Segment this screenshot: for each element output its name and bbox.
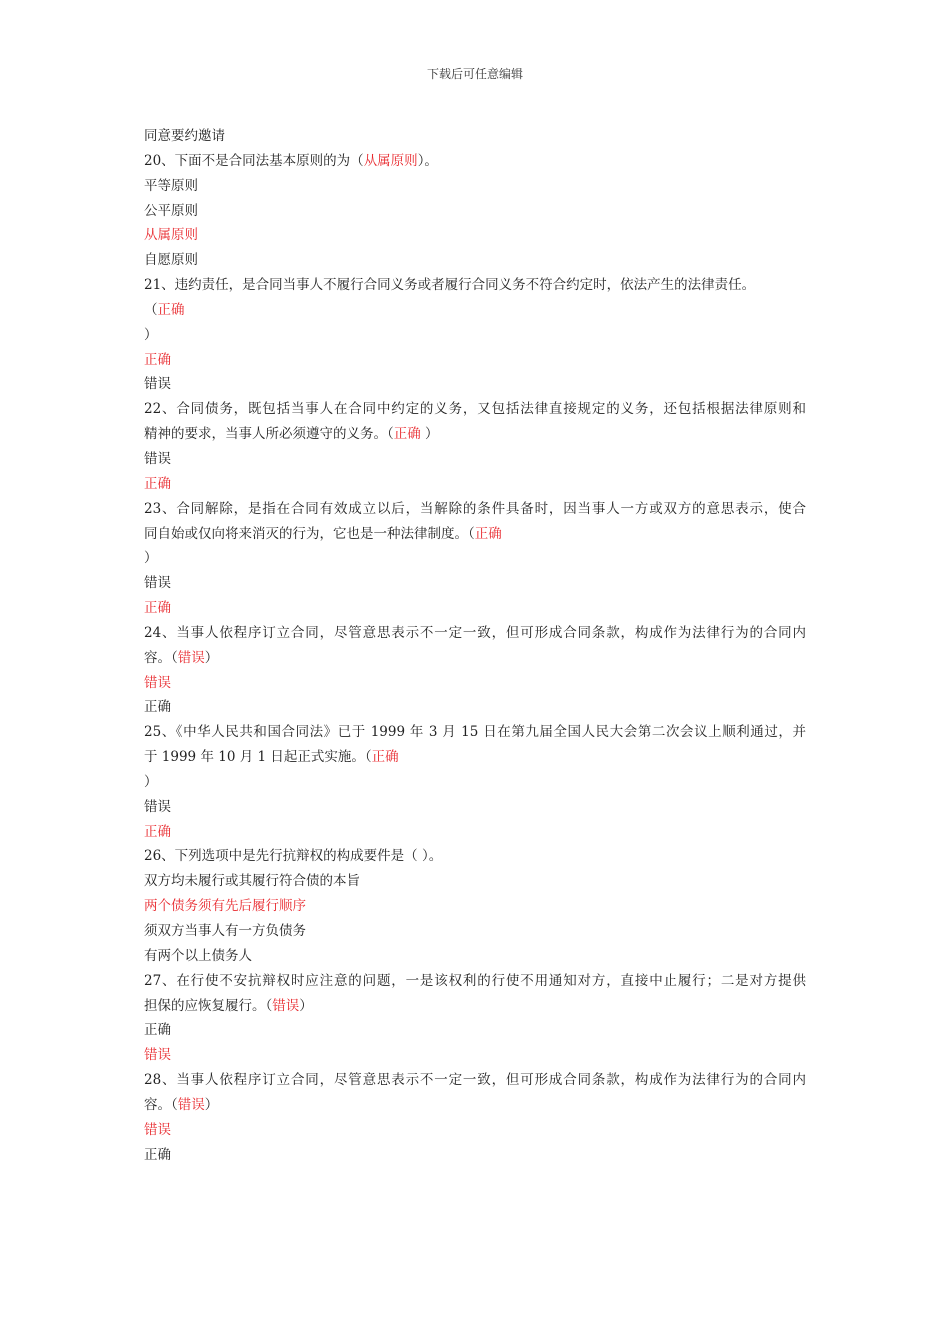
answer-text: 从属原则 (144, 227, 198, 244)
line-text: 于 1999 年 10 月 1 日起正式实施。（ (144, 749, 372, 766)
text-line (144, 695, 806, 720)
text-line (144, 273, 806, 298)
text-line (144, 422, 806, 447)
answer-text: 错误 (144, 674, 171, 691)
page-header: 下载后可任意编辑 (426, 67, 523, 81)
text-line (144, 149, 806, 174)
line-text: 平等原则 (144, 177, 198, 194)
answer-text: 正确 (144, 351, 171, 368)
text-line (144, 869, 806, 894)
text-line (144, 397, 806, 422)
line-text: 自愿原则 (144, 252, 198, 269)
line-text: 21、违约责任，是合同当事人不履行合同义务或者履行合同义务不符合约定时，依法产生的法律责任。 (144, 277, 756, 294)
line-text: 须双方当事人有一方负债务 (144, 923, 306, 939)
line-text: ） (204, 1096, 219, 1113)
line-text: 容。（ (144, 1096, 178, 1113)
text-line (144, 497, 806, 522)
line-text: 25、《中华人民共和国合同法》已于 1999 年 3 月 15 日在第九届全国人民大会第二次会议上顺利通过，并 (144, 724, 806, 741)
line-text: 22、合同债务，既包括当事人在合同中约定的义务，又包括法律直接规定的义务，还包括根据法律原则和 (144, 401, 806, 418)
text-line (144, 1118, 806, 1143)
line-text: 错误 (144, 450, 171, 467)
line-text: ） (299, 997, 313, 1014)
line-text: 20、下面不是合同法基本原则的为（ (144, 152, 364, 169)
line-text: 错误 (144, 798, 171, 815)
text-line (144, 248, 806, 273)
text-line (144, 223, 806, 248)
answer-text: 正确 (144, 823, 171, 840)
text-line (144, 969, 806, 994)
text-line (144, 472, 806, 497)
line-text: 担保的应恢复履行。（ (144, 997, 273, 1014)
answer-text: 正确 (393, 426, 421, 443)
line-text: （ (144, 301, 158, 318)
line-text: ） (420, 426, 439, 443)
line-text: 有两个以上债务人 (144, 947, 252, 964)
answer-text: 错误 (144, 1121, 171, 1138)
text-line (144, 646, 806, 671)
text-line (144, 447, 806, 472)
line-text: 容。（ (144, 649, 178, 666)
document-body (144, 124, 806, 1167)
line-text: ）。 (417, 152, 438, 169)
answer-text: 错误 (144, 1047, 171, 1064)
text-line (144, 1018, 806, 1043)
line-text: ） (144, 773, 158, 790)
text-line (144, 919, 806, 944)
text-line (144, 671, 806, 696)
text-line (144, 596, 806, 621)
text-line (144, 820, 806, 845)
text-line (144, 1068, 806, 1093)
text-line (144, 621, 806, 646)
answer-text: 两个债务须有先后履行顺序 (144, 898, 306, 915)
line-text: 精神的要求，当事人所必须遵守的义务。（ (144, 426, 394, 443)
line-text: 28、当事人依程序订立合同，尽管意思表示不一定一致，但可形成合同条款，构成作为法律行为的合同内 (144, 1072, 806, 1089)
text-line (144, 770, 806, 795)
answer-text: 正确 (157, 301, 185, 318)
line-text: 错误 (144, 575, 171, 592)
text-line (144, 795, 806, 820)
line-text: 23、合同解除，是指在合同有效成立以后，当解除的条件具备时，因当事人一方或双方的意思表示，使合 (144, 500, 806, 517)
line-text: 27、在行使不安抗辩权时应注意的问题，一是该权利的行使不用通知对方，直接中止履行；二是对方提供 (144, 972, 806, 989)
text-line (144, 720, 806, 745)
text-line (144, 1093, 806, 1118)
line-text: 错误 (144, 376, 171, 393)
answer-text: 从属原则 (363, 152, 418, 169)
line-text: ） (144, 326, 158, 343)
answer-text: 错误 (177, 1096, 205, 1113)
answer-text: 错误 (177, 649, 205, 666)
answer-text: 正确 (144, 600, 171, 617)
text-line (144, 174, 806, 199)
text-line (144, 571, 806, 596)
line-text: 26、下列选项中是先行抗辩权的构成要件是（ ）。 (144, 848, 443, 865)
text-line (144, 522, 806, 547)
line-text: 正确 (144, 1146, 171, 1163)
line-text: 24、当事人依程序订立合同，尽管意思表示不一定一致，但可形成合同条款，构成作为法律行为的合同内 (144, 624, 806, 641)
text-line (144, 298, 806, 323)
answer-text: 错误 (272, 997, 300, 1014)
line-text: 同自始或仅向将来消灭的行为，它也是一种法律制度。（ (144, 525, 475, 542)
line-text: ） (144, 550, 158, 567)
text-line (144, 1143, 806, 1168)
line-text: 同意要约邀请 (144, 128, 225, 144)
text-line (144, 323, 806, 348)
text-line (144, 1043, 806, 1068)
text-line (144, 745, 806, 770)
answer-text: 正确 (474, 525, 502, 542)
text-line (144, 894, 806, 919)
text-line (144, 546, 806, 571)
text-line (144, 199, 806, 224)
answer-text: 正确 (144, 475, 171, 492)
line-text: 正确 (144, 699, 171, 716)
line-text: ） (204, 649, 219, 666)
line-text: 正确 (144, 1022, 171, 1039)
answer-text: 正确 (371, 749, 399, 766)
line-text: 公平原则 (144, 202, 198, 219)
text-line (144, 348, 806, 373)
text-line (144, 372, 806, 397)
text-line (144, 994, 806, 1019)
text-line (144, 844, 806, 869)
text-line (144, 124, 806, 149)
line-text: 双方均未履行或其履行符合债的本旨 (144, 873, 360, 890)
text-line (144, 944, 806, 969)
